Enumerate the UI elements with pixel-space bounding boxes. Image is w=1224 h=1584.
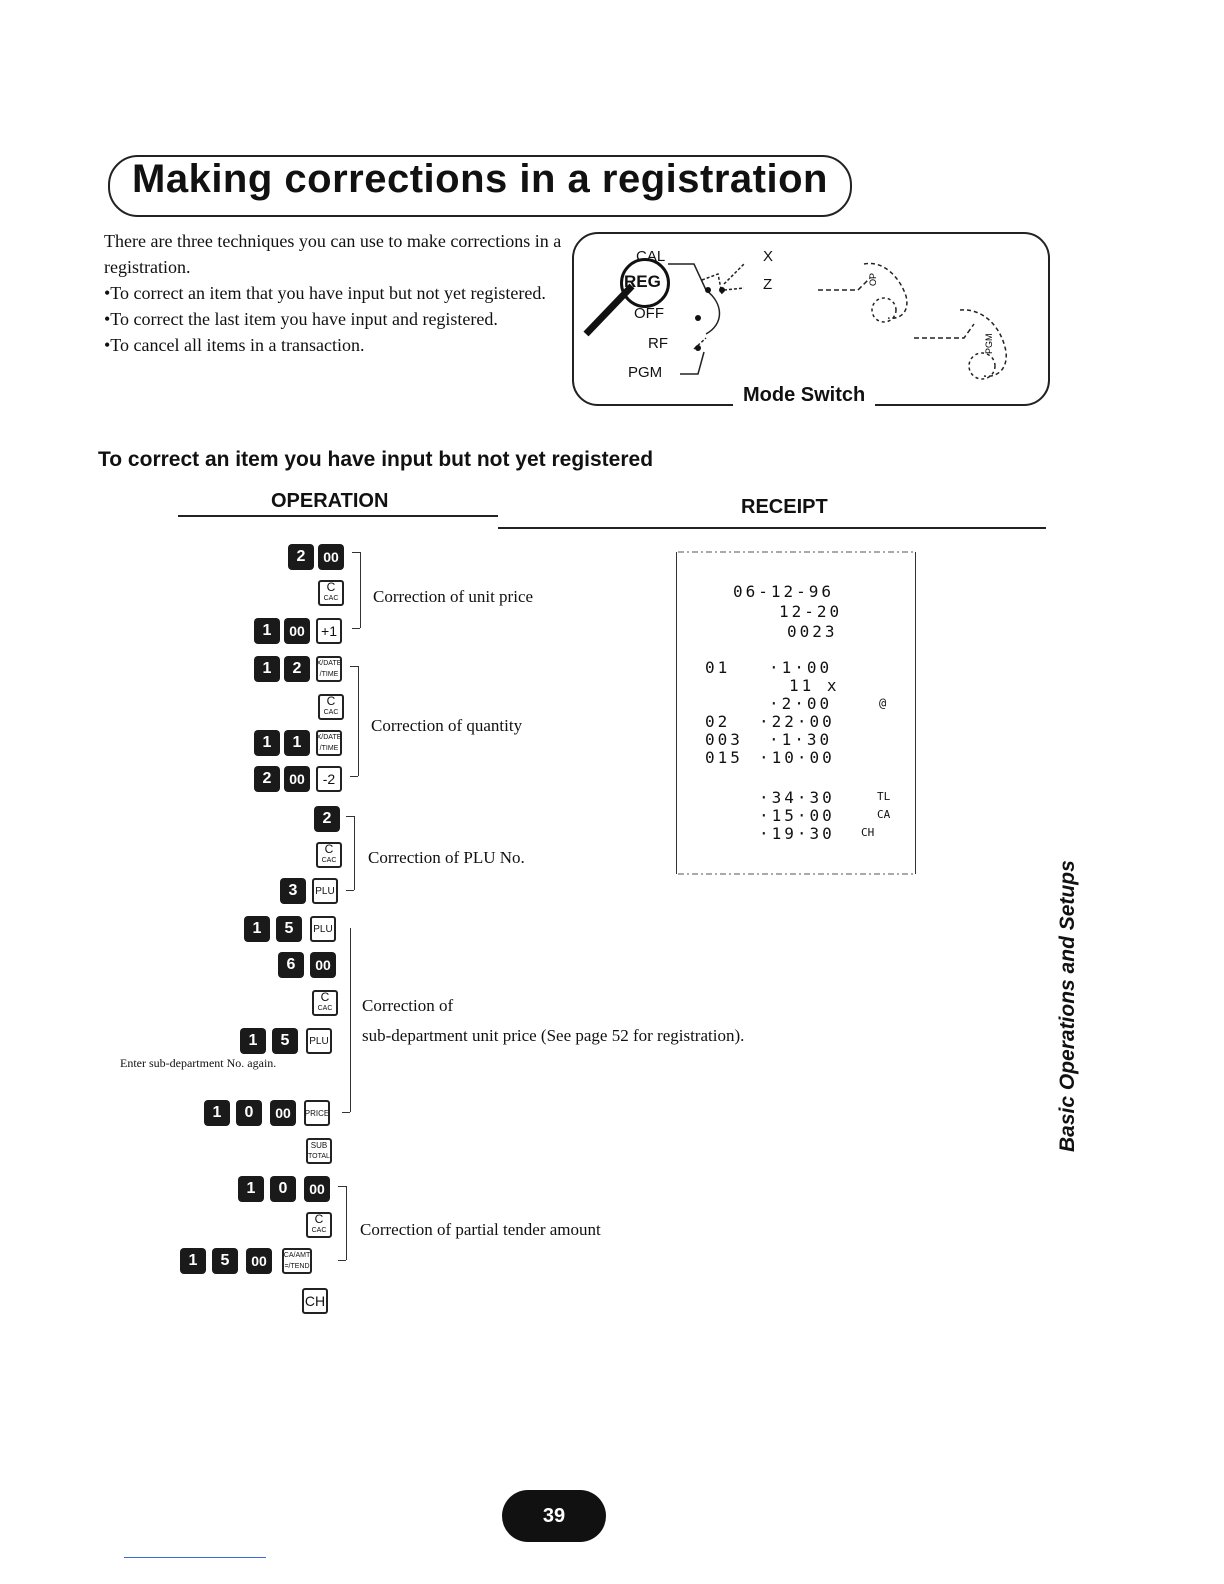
intro-bullet-3: •To cancel all items in a transaction. (104, 335, 365, 355)
receipt-amount: ·1·00 (769, 658, 833, 677)
key-1: 1 (240, 1028, 266, 1054)
intro-bullet-2: •To correct the last item you have input and registered. (104, 309, 498, 329)
receipt-plu: 003 (705, 730, 743, 749)
key-minus2: -2 (316, 766, 342, 792)
note-tender: Correction of partial tender amount (360, 1220, 601, 1239)
key-cac: C CAC (318, 694, 344, 720)
receipt-cash: ·15·00 (759, 806, 835, 825)
key-label-pgm: PGM (984, 333, 994, 354)
key-0: 0 (236, 1100, 262, 1126)
key-6: 6 (278, 952, 304, 978)
key-5: 5 (212, 1248, 238, 1274)
key-1: 1 (204, 1100, 230, 1126)
key-cac: C CAC (318, 580, 344, 606)
key-x-date-time: X/DATE /TIME (316, 730, 342, 756)
key-1: 1 (254, 656, 280, 682)
key-label-op: OP (868, 272, 878, 286)
key-00: 00 (270, 1100, 296, 1126)
key-1: 1 (238, 1176, 264, 1202)
mode-reg: REG (624, 272, 661, 291)
intro-text (104, 228, 564, 358)
key-cac: C CAC (316, 842, 342, 868)
key-3: 3 (280, 878, 306, 904)
key-2: 2 (254, 766, 280, 792)
key-1: 1 (284, 730, 310, 756)
key-ca-amt-tend: CA/AMT =/TEND (282, 1248, 312, 1274)
key-subtotal: SUB TOTAL (306, 1138, 332, 1164)
key-00: 00 (310, 952, 336, 978)
receipt-amount: ·10·00 (759, 748, 835, 767)
key-plu: PLU (310, 916, 336, 942)
mode-x: X (763, 248, 774, 265)
receipt-amount: ·22·00 (759, 712, 835, 731)
receipt-dept: 02 (705, 712, 731, 731)
key-x-date-time: X/DATE /TIME (316, 656, 342, 682)
key-1: 1 (244, 916, 270, 942)
key-ch: CH (302, 1288, 328, 1314)
key-00: 00 (318, 544, 344, 570)
key-1: 1 (180, 1248, 206, 1274)
footer-link-line (124, 1557, 266, 1558)
intro-bullet-1: •To correct an item that you have input but not yet registered. (104, 283, 546, 303)
note-enter-again: Enter sub-department No. again. (120, 1056, 277, 1070)
side-tab (1050, 830, 1090, 1160)
key-2: 2 (314, 806, 340, 832)
key-cac: C CAC (312, 990, 338, 1016)
receipt-heading: RECEIPT (741, 496, 828, 518)
mode-off: OFF (634, 305, 664, 322)
mode-rf: RF (648, 335, 668, 352)
key-00: 00 (304, 1176, 330, 1202)
key-plu: PLU (312, 878, 338, 904)
side-tab-label: Basic Operations and Setups (1056, 860, 1079, 1152)
mode-z: Z (763, 276, 773, 293)
receipt-number: 0023 (787, 622, 838, 641)
note-subdept-1: Correction of (362, 996, 454, 1015)
receipt-rule (498, 527, 1046, 529)
page-title: Making corrections in a registration (132, 157, 828, 201)
receipt-total: ·34·30 (759, 788, 835, 807)
receipt-tear-edges (676, 548, 916, 878)
intro-lead: There are three techniques you can use to make corrections in a registration. (104, 231, 562, 277)
receipt-date: 06-12-96 (733, 582, 835, 601)
operation-rule (178, 515, 498, 517)
receipt-amount: ·1·30 (769, 730, 833, 749)
receipt-subdept: 015 (705, 748, 743, 767)
receipt-unit-price: ·2·00 (769, 694, 833, 713)
mode-cal: CAL (636, 248, 666, 265)
key-00: 00 (246, 1248, 272, 1274)
key-2: 2 (284, 656, 310, 682)
key-plu: PLU (306, 1028, 332, 1054)
note-subdept-2: sub-department unit price (See page 52 for registration). (362, 1026, 745, 1045)
receipt-cash-symbol: CA (877, 808, 891, 821)
key-price: PRICE (304, 1100, 330, 1126)
key-cac: C CAC (306, 1212, 332, 1238)
key-5: 5 (276, 916, 302, 942)
section-heading: To correct an item you have input but not yet registered (98, 448, 654, 471)
receipt-qty: 11 x (789, 676, 840, 695)
receipt-time: 12-20 (779, 602, 843, 621)
operation-heading: OPERATION (271, 490, 389, 512)
note-plu: Correction of PLU No. (368, 848, 525, 867)
key-1: 1 (254, 730, 280, 756)
key-plus1: +1 (316, 618, 342, 644)
key-5: 5 (272, 1028, 298, 1054)
receipt-dept: 01 (705, 658, 731, 677)
page-number: 39 (502, 1490, 606, 1542)
receipt-change: ·19·30 (759, 824, 835, 843)
key-op-icon (864, 263, 907, 318)
note-quantity: Correction of quantity (371, 716, 523, 735)
key-00: 00 (284, 766, 310, 792)
key-2: 2 (288, 544, 314, 570)
note-unit-price: Correction of unit price (373, 587, 534, 606)
mode-switch-label: Mode Switch (733, 384, 875, 407)
receipt-change-symbol: CH (861, 826, 875, 839)
key-0: 0 (270, 1176, 296, 1202)
key-00: 00 (284, 618, 310, 644)
key-1: 1 (254, 618, 280, 644)
receipt-total-symbol: TL (877, 790, 891, 803)
mode-pgm: PGM (628, 364, 663, 381)
receipt-at-symbol: @ (879, 696, 890, 710)
